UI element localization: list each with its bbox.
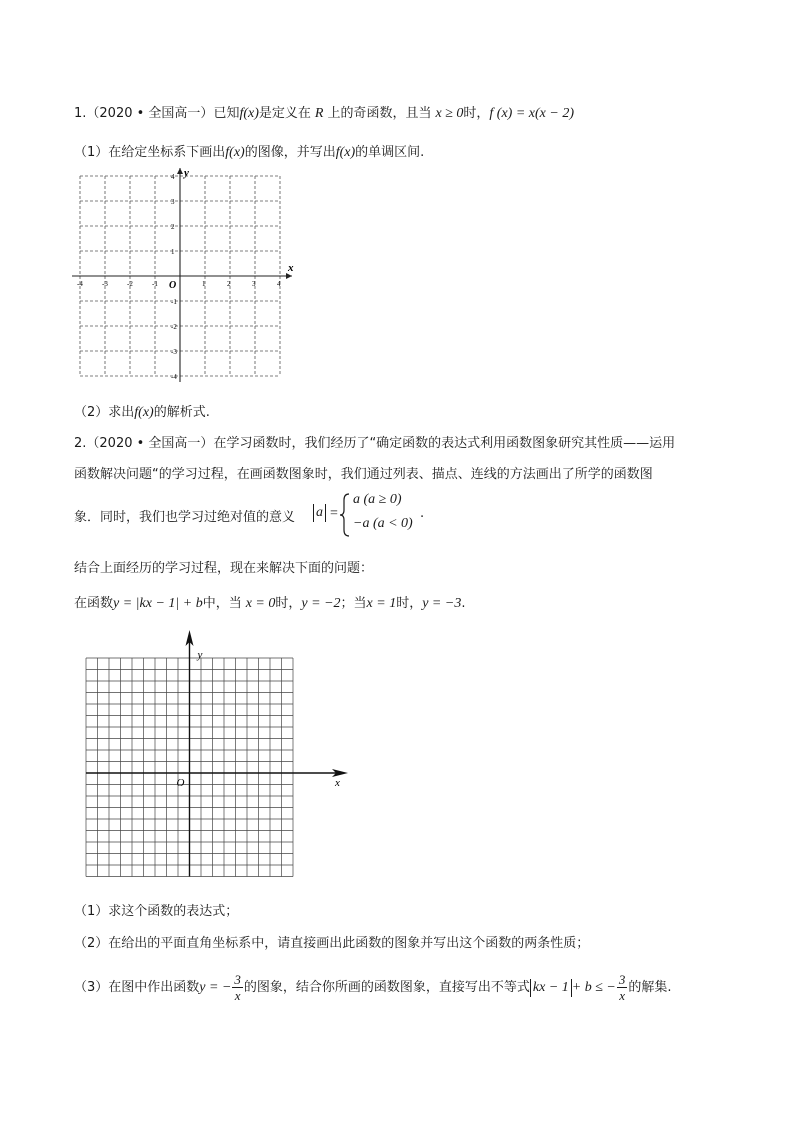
x-tick-label: -3 [102, 280, 108, 288]
q2-source: （2020 • 全国高一） [86, 436, 214, 451]
q2-line4-text: 结合上面经历的学习过程，现在来解决下面的问题： [74, 561, 374, 576]
fraction-numerator: 3 [618, 972, 626, 987]
y-tick-label: -4 [171, 373, 177, 381]
x-axis-label: x [288, 262, 294, 274]
q1-part2-text: （2）求出 [74, 405, 135, 420]
q1-fx: f(x) [225, 145, 245, 160]
x-tick-label: -2 [127, 280, 133, 288]
q1-fx: f(x) [134, 405, 154, 420]
brace-icon [339, 492, 351, 538]
q2-number: 2. [74, 436, 87, 451]
origin-label: O [169, 280, 177, 291]
q2-part2 [74, 934, 589, 954]
fraction-denominator: x [234, 988, 241, 1003]
q2-abs-a: a [313, 504, 326, 522]
y-axis-label: y [184, 167, 189, 179]
q2-part2-text: （2）在给出的平面直角坐标系中，请直接画出此函数的图象并写出这个函数的两条性质； [74, 936, 590, 951]
q2-part3 [74, 970, 672, 1010]
q2-line5-text: 在函数 [74, 596, 114, 611]
q2-part3-text: 的图象，结合你所画的函数图象，直接写出不等式 [243, 980, 530, 995]
q2-line2-text: 函数解决问题“的学习过程，在画函数图象时，我们通过列表、描点、连线的方法画出了所学的函数图 [74, 467, 653, 482]
q1-part2 [74, 403, 210, 423]
q1-part1-text: 的单调区间. [355, 145, 425, 160]
q2-line1-text: 在学习函数时，我们经历了“确定函数的表达式利用函数图象研究其性质——运用 [213, 436, 676, 451]
q1-fx: f(x) [335, 145, 356, 160]
q2-line1 [74, 434, 675, 454]
q2-cond2: x = 1 [366, 596, 397, 611]
fraction [617, 972, 628, 1003]
q1-source: （2020 • 全国高一） [86, 106, 214, 121]
q2-val1: y = −2 [301, 596, 341, 611]
q2-part1-text: （1）求这个函数的表达式； [74, 904, 239, 919]
q1-coordinate-grid [70, 166, 306, 392]
y-tick-label: 1 [171, 248, 175, 256]
y-tick-label: 4 [171, 173, 175, 181]
q2-line2 [74, 465, 653, 485]
y-tick-label: -2 [171, 323, 177, 331]
y-axis-arrow-icon [177, 168, 183, 174]
x-tick-label: 4 [277, 280, 281, 288]
q2-part3-text: （3）在图中作出函数 [74, 980, 200, 995]
x-tick-label: -4 [77, 280, 83, 288]
fraction-denominator: x [619, 988, 625, 1003]
q1-stem-text: 是定义在 [258, 106, 311, 121]
q2-line3-text: 象．同时，我们也学习过绝对值的意义 [74, 510, 296, 525]
y-axis-label: y [197, 649, 203, 661]
q1-part1-text: （1）在给定坐标系下画出 [74, 145, 226, 160]
q2-function: y = |kx − 1| + b [113, 596, 203, 611]
y-tick-label: -1 [171, 298, 177, 306]
q1-part2-text: 的解析式. [153, 405, 210, 420]
q2-piece-top: a (a ≥ 0) [353, 492, 402, 507]
fraction [232, 972, 243, 1003]
origin-label: O [176, 777, 185, 789]
q2-line5 [74, 594, 465, 614]
y-tick-label: -3 [171, 348, 177, 356]
x-tick-label: 1 [202, 280, 206, 288]
q2-line5-text: 时， [275, 596, 302, 611]
q1-formula: f (x) = x(x − 2) [489, 106, 574, 121]
q2-line5-text: 时， [396, 596, 423, 611]
q1-number: 1. [74, 106, 87, 121]
q2-val2: y = −3 [422, 596, 462, 611]
q2-line4 [74, 559, 373, 579]
q1-stem [74, 104, 574, 124]
q1-fx: f(x) [239, 106, 259, 121]
q2-part1 [74, 902, 238, 922]
y-tick-label: 2 [171, 223, 175, 231]
q1-part1 [74, 143, 424, 163]
x-axis-label: x [335, 777, 340, 789]
q1-part1-text: 的图像，并写出 [244, 145, 336, 160]
y-tick-label: 3 [171, 198, 175, 206]
fraction-numerator: 3 [234, 972, 241, 987]
q1-condition: x ≥ 0 [435, 106, 464, 121]
q2-line3-end: . [420, 506, 425, 521]
q2-line5-text: 中，当 [202, 596, 242, 611]
q2-p3-y: y = − [199, 980, 232, 995]
q2-coordinate-grid [80, 628, 348, 882]
q2-piece-bottom: −a (a < 0) [353, 516, 413, 531]
q2-line5-end: . [461, 596, 466, 611]
q1-stem-text: 上的奇函数，且当 [327, 106, 432, 121]
q1-stem-text: 已知 [213, 106, 240, 121]
q2-part3-text: 的解集. [628, 980, 672, 995]
q1-stem-text: 时， [463, 106, 490, 121]
x-tick-label: 2 [227, 280, 231, 288]
q2-cond1: x = 0 [245, 596, 276, 611]
q2-ineq-mid: + b ≤ − [571, 980, 616, 995]
q2-ineq-abs: kx − 1 [530, 979, 572, 997]
x-tick-label: 3 [252, 280, 256, 288]
equals-sign: = [330, 506, 338, 521]
x-tick-label: -1 [152, 280, 158, 288]
q2-line5-text: ；当 [340, 596, 367, 611]
q1-R: R [314, 106, 324, 121]
